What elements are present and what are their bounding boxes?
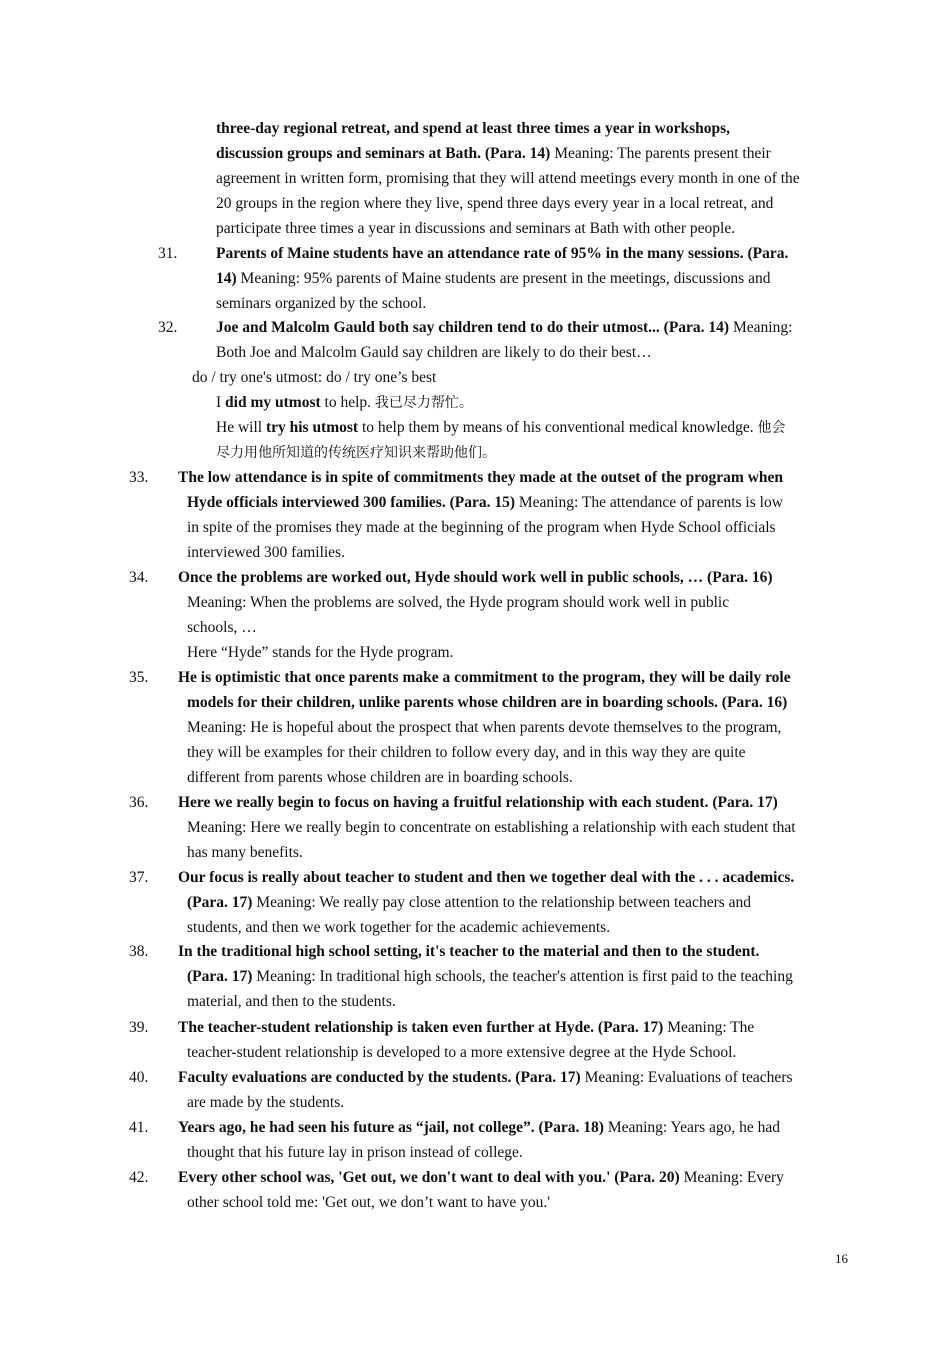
text-line: other school told me: 'Get out, we don’t want to have you.'	[187, 1194, 551, 1211]
text-line: (Para. 17) Meaning: In traditional high schools, the teacher's attention is first paid to the teaching	[187, 968, 793, 985]
text-line: students, and then we work together for the academic achievements.	[187, 919, 611, 936]
text-line: 14) Meaning: 95% parents of Maine students are present in the meetings, discussions and	[216, 270, 771, 287]
item-number: 38.	[129, 943, 149, 960]
text-line: The low attendance is in spite of commitments they made at the outset of the program when	[178, 469, 784, 486]
text-line: in spite of the promises they made at the beginning of the program when Hyde School officials	[187, 519, 776, 536]
text-line: Hyde officials interviewed 300 families. (Para. 15) Meaning: The attendance of parents is low	[187, 494, 783, 511]
text-line: interviewed 300 families.	[187, 544, 345, 561]
text-line: participate three times a year in discussions and seminars at Bath with other people.	[216, 220, 736, 237]
text-line: Parents of Maine students have an attendance rate of 95% in the many sessions. (Para.	[216, 245, 789, 262]
text-line: agreement in written form, promising that they will attend meetings every month in one of the	[216, 170, 800, 187]
text-line: Our focus is really about teacher to student and then we together deal with the . . . academics.	[178, 869, 795, 886]
text-line: they will be examples for their children to follow every day, and in this way they are quite	[187, 744, 746, 761]
text-line: three-day regional retreat, and spend at least three times a year in workshops,	[216, 120, 731, 137]
item-number: 33.	[129, 469, 149, 486]
text-line: Here we really begin to focus on having a fruitful relationship with each student. (Para. 17)	[178, 794, 778, 811]
item-number: 41.	[129, 1119, 149, 1136]
text-line: Joe and Malcolm Gauld both say children tend to do their utmost... (Para. 14) Meaning:	[216, 319, 793, 336]
text-line: He is optimistic that once parents make a commitment to the program, they will be daily role	[178, 669, 791, 686]
text-line: are made by the students.	[187, 1094, 345, 1111]
example-sentence: I did my utmost to help. 我已尽力帮忙。	[216, 394, 473, 411]
text-line: Meaning: Here we really begin to concentrate on establishing a relationship with each student that	[187, 819, 796, 836]
text-line: models for their children, unlike parents whose children are in boarding schools. (Para. 16)	[187, 694, 788, 711]
item-number: 36.	[129, 794, 149, 811]
text-line: (Para. 17) Meaning: We really pay close attention to the relationship between teachers and	[187, 894, 752, 911]
text-line: Every other school was, 'Get out, we don't want to deal with you.' (Para. 20) Meaning: Every	[178, 1169, 784, 1186]
text-line: Meaning: When the problems are solved, the Hyde program should work well in public	[187, 594, 730, 611]
text-line: material, and then to the students.	[187, 993, 396, 1010]
text-line: The teacher-student relationship is taken even further at Hyde. (Para. 17) Meaning: The	[178, 1019, 755, 1036]
text-line: Years ago, he had seen his future as “jail, not college”. (Para. 18) Meaning: Years ago, he had	[178, 1119, 781, 1136]
text-line: do / try one's utmost: do / try one’s best	[192, 369, 437, 386]
text-line: teacher-student relationship is developed to a more extensive degree at the Hyde School.	[187, 1044, 737, 1061]
text-line: Meaning: He is hopeful about the prospect that when parents devote themselves to the program,	[187, 719, 782, 736]
item-number: 39.	[129, 1019, 149, 1036]
text-line: 20 groups in the region where they live, spend three days every year in a local retreat, and	[216, 195, 774, 212]
text-line: has many benefits.	[187, 844, 303, 861]
text-line: In the traditional high school setting, it's teacher to the material and then to the student.	[178, 943, 760, 960]
item-number: 32.	[158, 319, 178, 336]
text-line: different from parents whose children are in boarding schools.	[187, 769, 573, 786]
item-number: 31.	[158, 245, 178, 262]
text-line: Both Joe and Malcolm Gauld say children are likely to do their best…	[216, 344, 652, 361]
text-line: 尽力用他所知道的传统医疗知识来帮助他们。	[216, 445, 496, 461]
example-sentence: He will try his utmost to help them by means of his conventional medical knowledge. 他会	[216, 419, 786, 436]
page-number: 16	[835, 1251, 848, 1266]
item-number: 34.	[129, 569, 149, 586]
text-line: thought that his future lay in prison instead of college.	[187, 1144, 523, 1161]
item-number: 40.	[129, 1069, 149, 1086]
text-line: Faculty evaluations are conducted by the students. (Para. 17) Meaning: Evaluations of teachers	[178, 1069, 793, 1086]
item-number: 35.	[129, 669, 149, 686]
text-line: schools, …	[187, 619, 257, 636]
text-line: Here “Hyde” stands for the Hyde program.	[187, 644, 454, 661]
item-number: 37.	[129, 869, 149, 886]
item-number: 42.	[129, 1169, 149, 1186]
text-line: seminars organized by the school.	[216, 295, 427, 312]
text-line: discussion groups and seminars at Bath. (Para. 14) Meaning: The parents present their	[216, 145, 771, 162]
text-line: Once the problems are worked out, Hyde should work well in public schools, … (Para. 16)	[178, 569, 773, 586]
